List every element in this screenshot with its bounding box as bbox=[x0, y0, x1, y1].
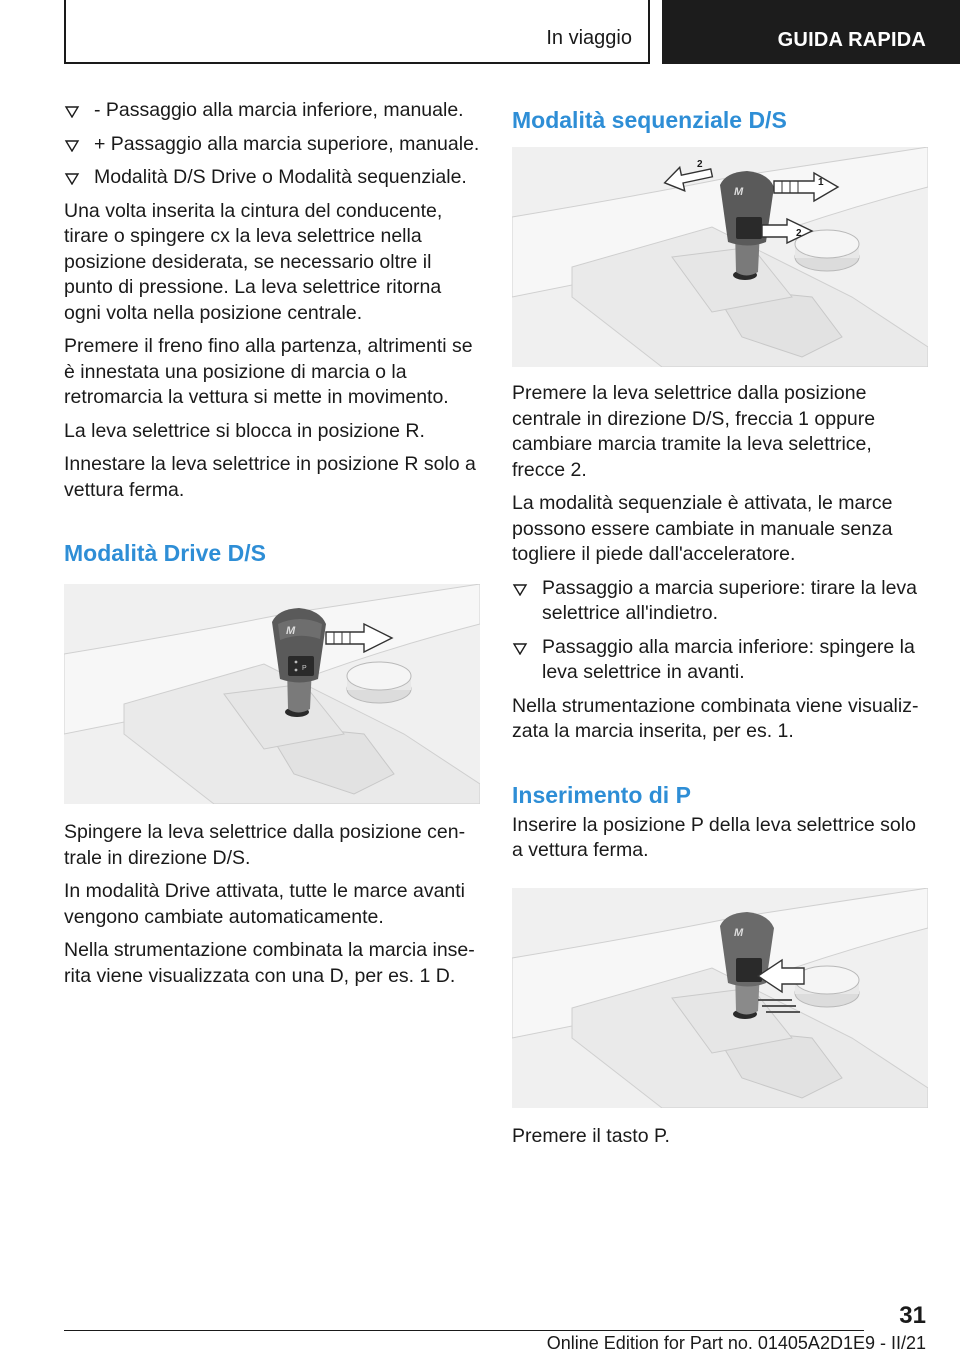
triangle-bullet-icon bbox=[64, 173, 80, 185]
arrow-label: 1 bbox=[818, 177, 824, 188]
triangle-bullet-icon bbox=[64, 140, 80, 152]
section-heading: Modalità Drive D/S bbox=[64, 540, 266, 566]
list-item: + Passaggio alla marcia superiore, manuale. bbox=[64, 132, 480, 158]
gear-selector-park-figure bbox=[512, 888, 928, 1108]
header-section-box bbox=[64, 0, 650, 64]
left-column bbox=[64, 98, 480, 997]
svg-text:M: M bbox=[734, 186, 744, 198]
paragraph: La modalità sequenziale è attivata, le marce possono essere cambiate in manuale senza togliere il piede dall'acceleratore. bbox=[512, 492, 893, 565]
gear-selector-illustration bbox=[512, 147, 928, 367]
triangle-bullet-icon bbox=[512, 584, 528, 596]
page-number: 31 bbox=[899, 1302, 926, 1329]
paragraph: Premere la leva selettrice dalla posizione centrale in direzione D/S, freccia 1 oppure cambiare marcia tramite la leva selettrice, frecce 2. bbox=[512, 382, 876, 481]
paragraph: Una volta inserita la cintura del conducente, tirare o spingere cx la leva selettrice nella posizione desiderata, se necessario oltre il punto di pressione. La leva selettrice ritorna ogni volta nella posizione centrale. bbox=[64, 199, 443, 324]
paragraph: Inserire la posizione P della leva selettrice solo a vettura ferma. bbox=[512, 813, 916, 861]
list-item: Passaggio alla marcia inferiore: spingere la leva selettrice in avanti. bbox=[512, 635, 928, 686]
header-section-title: In viaggio bbox=[546, 27, 632, 49]
paragraph: Premere il freno fino alla partenza, altrimenti se è innestata una posizione di marcia o la retromarcia la vettura si mette in movimento. bbox=[64, 335, 473, 408]
footer-edition: Online Edition for Part no. 01405A2D1E9 - II/21 bbox=[546, 1333, 926, 1353]
header-badge-box bbox=[662, 0, 960, 64]
svg-text:P: P bbox=[302, 665, 307, 672]
section-heading: Inserimento di P bbox=[512, 781, 691, 808]
paragraph: In modalità Drive attivata, tutte le marce avanti vengono cambiate automaticamente. bbox=[64, 880, 466, 928]
list-item: Passaggio a marcia superiore: tirare la leva selettrice all'indietro. bbox=[512, 576, 928, 627]
arrow-label: 2 bbox=[796, 228, 802, 239]
right-column bbox=[512, 98, 928, 1157]
svg-text:M: M bbox=[734, 926, 744, 939]
paragraph: La leva selettrice si blocca in posizione R. bbox=[64, 419, 425, 442]
gear-selector-illustration bbox=[512, 888, 928, 1108]
list-item: - Passaggio alla marcia inferiore, manuale. bbox=[64, 98, 480, 124]
section-heading: Modalità sequenziale D/S bbox=[512, 107, 787, 133]
svg-text:M: M bbox=[286, 625, 296, 637]
figure-caption: Premere il tasto P. bbox=[512, 1124, 670, 1147]
paragraph: Innestare la leva selettrice in posizione R solo a vettura ferma. bbox=[64, 453, 476, 501]
gear-selector-drive-figure bbox=[64, 584, 480, 804]
list-item: Modalità D/S Drive o Modalità sequenziale. bbox=[64, 165, 480, 191]
gear-selector-sequential-figure bbox=[512, 147, 928, 367]
paragraph: Nella strumentazione combinata la marcia inserita viene visualizzata con una D, per es. 1 D. bbox=[64, 939, 475, 987]
triangle-bullet-icon bbox=[512, 643, 528, 655]
paragraph: Spingere la leva selettrice dalla posizione centrale in direzione D/S. bbox=[64, 821, 466, 869]
paragraph: Nella strumentazione combinata viene visualizzata la marcia inserita, per es. 1. bbox=[512, 694, 919, 742]
arrow-label: 2 bbox=[697, 159, 703, 170]
footer-divider bbox=[64, 1330, 864, 1331]
gear-selector-illustration bbox=[64, 584, 480, 804]
triangle-bullet-icon bbox=[64, 106, 80, 118]
header-badge: GUIDA RAPIDA bbox=[777, 29, 926, 51]
